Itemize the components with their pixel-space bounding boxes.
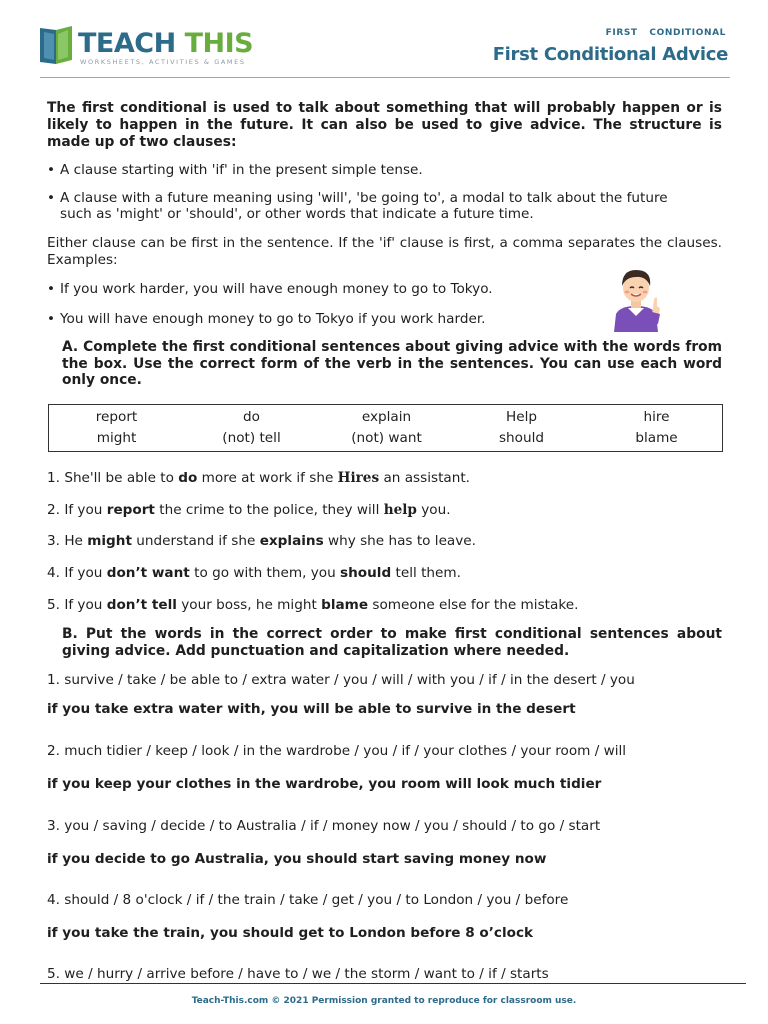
answer-word: blame <box>321 597 369 613</box>
word-box-word: blame <box>635 430 678 446</box>
word-box-word: do <box>243 409 260 425</box>
scramble-prompt: 4. should / 8 o'clock / if / the train / take / get / you / to London / you / before <box>47 892 569 908</box>
scramble-prompt: 5. we / hurry / arrive before / have to / we / the storm / want to / if / starts <box>47 966 549 982</box>
header-divider <box>40 77 730 78</box>
question-4: 4. If you don’t want to go with them, you should tell them. <box>47 565 461 581</box>
scramble-answer: if you take the train, you should get to London before 8 o’clock <box>47 925 534 941</box>
answer-word: do <box>178 470 198 486</box>
scramble-prompt: 2. much tidier / keep / look / in the wardrobe / you / if / your clothes / your room / will <box>47 743 627 759</box>
answer-word: might <box>87 533 132 549</box>
logo-this: THIS <box>184 28 254 59</box>
answer-word: should <box>340 565 392 581</box>
question-3: 3. He might understand if she explains why she has to leave. <box>47 533 476 549</box>
teach-this-book-logo-icon <box>36 24 78 66</box>
example-item: • If you work harder, you will have enough money to go to Tokyo. <box>47 281 493 297</box>
scramble-answer: if you decide to go Australia, you should start saving money now <box>47 851 547 867</box>
scramble-answer: if you keep your clothes in the wardrobe, you room will look much tidier <box>47 776 602 792</box>
section-a-instructions: A. Complete the first conditional sentences about giving advice with the words from the box. Use the correct form of the verb in the sentences. You can use each word only once. <box>62 339 722 388</box>
page-title: First Conditional Advice <box>492 44 728 65</box>
word-box-word: report <box>95 409 138 425</box>
word-box-word: Help <box>506 409 537 425</box>
intro-text: The first conditional is used to talk about something that will probably happen or is likely to happen in the future. It can also be used to give advice. The structure is made up of two clauses: <box>47 100 722 150</box>
scramble-prompt: 1. survive / take / be able to / extra water / you / will / with you / if / in the desert / you <box>47 672 635 688</box>
word-box-word: should <box>498 430 545 446</box>
answer-word: explains <box>259 533 324 549</box>
boy-thinking-icon <box>608 262 664 332</box>
word-box-word: (not) tell <box>222 430 281 446</box>
word-box-word: explain <box>361 409 412 425</box>
word-box-word: hire <box>643 409 670 425</box>
word-box-word: (not) want <box>351 430 422 446</box>
question-1: 1. She'll be able to do more at work if she Hires an assistant. <box>47 470 470 486</box>
logo-wordmark <box>78 28 253 59</box>
answer-word: don’t want <box>106 565 190 581</box>
word-box-word: might <box>96 430 137 446</box>
list-item-continuation: such as 'might' or 'should', or other words that indicate a future time. <box>60 206 534 222</box>
example-item: • You will have enough money to go to Tokyo if you work harder. <box>47 311 486 327</box>
word-box <box>48 404 723 452</box>
answer-word: report <box>106 502 155 518</box>
scramble-answer: if you take extra water with, you will be able to survive in the desert <box>47 701 576 717</box>
list-item: • A clause starting with 'if' in the present simple tense. <box>47 162 423 178</box>
answer-word: help <box>383 502 417 518</box>
question-2: 2. If you report the crime to the police, they will help you. <box>47 502 451 518</box>
scramble-prompt: 3. you / saving / decide / to Australia / if / money now / you / should / to go / start <box>47 818 601 834</box>
footer-copyright: Teach-This.com © 2021 Permission granted to reproduce for classroom use. <box>191 996 577 1006</box>
section-b-instructions: B. Put the words in the correct order to make first conditional sentences about giving advice. Add punctuation and capitalization where needed. <box>62 626 722 659</box>
intro-paragraph-2: Either clause can be first in the sentence. If the 'if' clause is first, a comma separates the clauses. Examples: <box>47 235 722 268</box>
question-5: 5. If you don’t tell your boss, he might blame someone else for the mistake. <box>47 597 579 613</box>
footer-divider <box>40 983 746 984</box>
header-kicker: FIRST CONDITIONAL <box>605 28 726 38</box>
logo-teach: TEACH <box>78 28 176 59</box>
answer-word: Hires <box>337 470 380 486</box>
list-item: • A clause with a future meaning using 'will', 'be going to', a modal to talk about the future <box>47 190 668 206</box>
answer-word: don’t tell <box>106 597 177 613</box>
logo-tagline: WORKSHEETS, ACTIVITIES & GAMES <box>80 58 246 66</box>
